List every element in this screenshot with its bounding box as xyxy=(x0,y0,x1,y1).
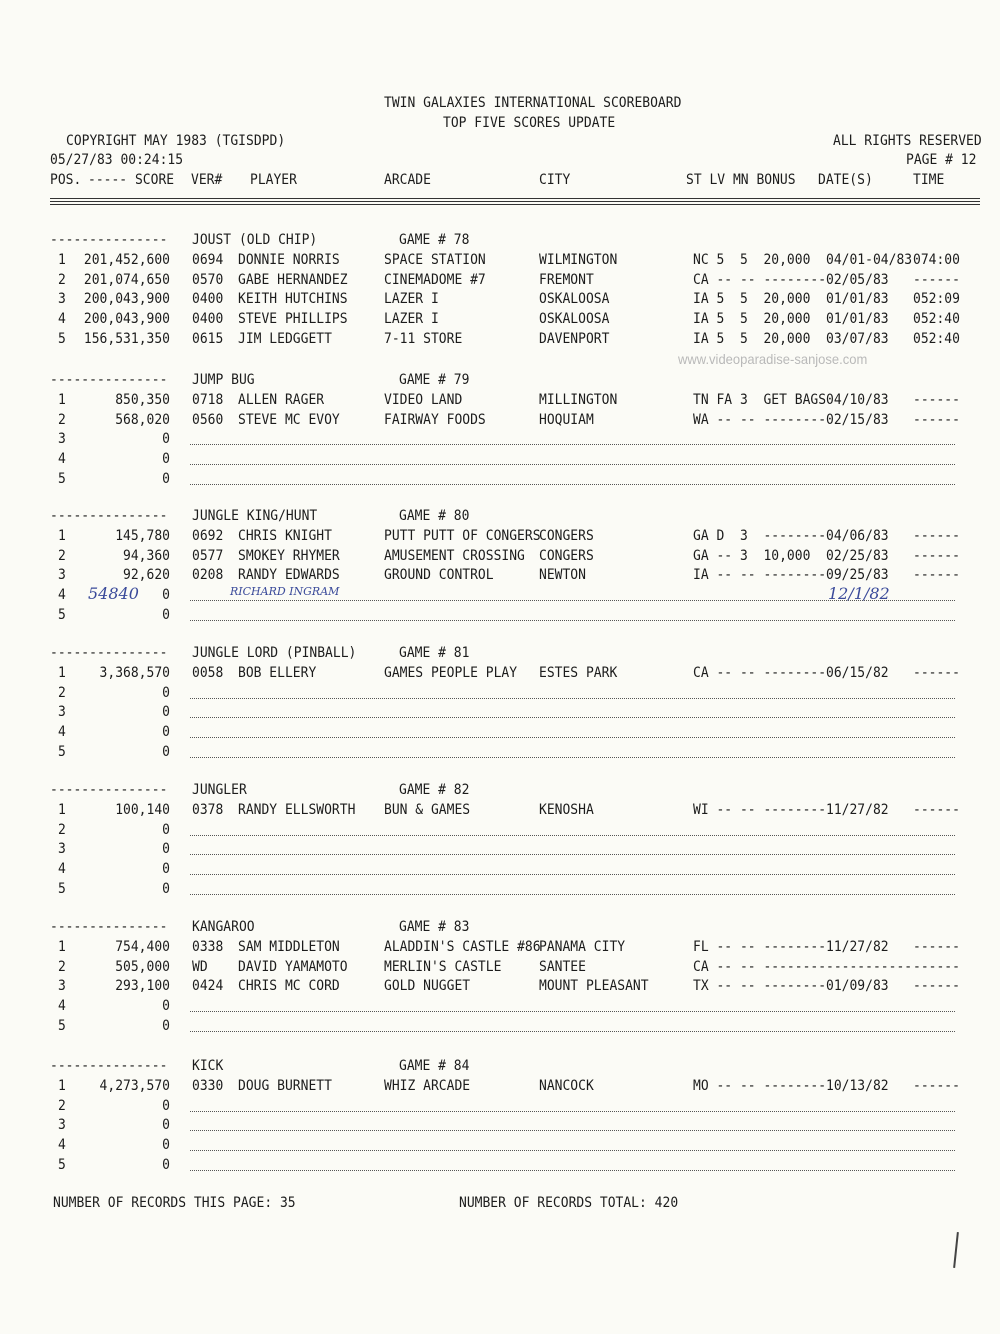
row-version: 0570 xyxy=(192,272,224,289)
row-score: 0 xyxy=(162,881,170,898)
row-time: 052:40 xyxy=(913,311,960,328)
row-city: MILLINGTON xyxy=(539,392,618,409)
empty-row-dots xyxy=(190,874,955,875)
records-total: NUMBER OF RECORDS TOTAL: 420 xyxy=(459,1195,679,1212)
game-name: JUNGLER xyxy=(192,782,247,799)
row-time: ------ xyxy=(913,959,960,976)
row-position: 4 xyxy=(58,1137,66,1154)
row-score: 754,400 xyxy=(115,939,170,956)
row-version: 0378 xyxy=(192,802,224,819)
row-arcade: VIDEO LAND xyxy=(384,392,463,409)
row-stats: IA 5 5 20,000 xyxy=(693,311,811,328)
row-score: 293,100 xyxy=(115,978,170,995)
row-player: DOUG BURNETT xyxy=(238,1078,332,1095)
row-score: 0 xyxy=(162,1137,170,1154)
row-score: 201,074,650 xyxy=(83,272,170,289)
row-position: 1 xyxy=(58,802,66,819)
row-player: BOB ELLERY xyxy=(238,665,317,682)
empty-row-dots xyxy=(190,757,955,758)
row-version: 0338 xyxy=(192,939,224,956)
row-score: 850,350 xyxy=(115,392,170,409)
row-date: 04/10/83 xyxy=(826,392,889,409)
row-version: 0577 xyxy=(192,548,224,565)
row-city: NEWTON xyxy=(539,567,586,584)
empty-row-dots xyxy=(190,1130,955,1131)
row-score: 0 xyxy=(162,861,170,878)
row-stats: CA -- -- -------- xyxy=(693,272,827,289)
row-score: 0 xyxy=(162,998,170,1015)
row-time: ------ xyxy=(913,567,960,584)
row-position: 4 xyxy=(58,587,66,604)
row-position: 4 xyxy=(58,998,66,1015)
row-player: KEITH HUTCHINS xyxy=(238,291,348,308)
row-version: 0400 xyxy=(192,311,224,328)
row-arcade: GAMES PEOPLE PLAY xyxy=(384,665,518,682)
row-stats: IA 5 5 20,000 xyxy=(693,331,811,348)
row-player: CHRIS KNIGHT xyxy=(238,528,332,545)
row-position: 3 xyxy=(58,431,66,448)
row-player: SMOKEY RHYMER xyxy=(238,548,340,565)
game-name: JUNGLE LORD (PINBALL) xyxy=(192,645,357,662)
col-st-lv-mn-bonus: ST LV MN BONUS xyxy=(686,172,796,189)
row-player: SAM MIDDLETON xyxy=(238,939,340,956)
row-position: 2 xyxy=(58,959,66,976)
row-position: 3 xyxy=(58,978,66,995)
row-position: 4 xyxy=(58,311,66,328)
row-version: 0208 xyxy=(192,567,224,584)
col-dates: DATE(S) xyxy=(818,172,873,189)
game-number: GAME # 79 xyxy=(399,372,470,389)
row-time: ------ xyxy=(913,412,960,429)
game-number: GAME # 80 xyxy=(399,508,470,525)
game-group-rule: --------------- xyxy=(50,919,168,936)
empty-row-dots xyxy=(190,854,955,855)
row-arcade: WHIZ ARCADE xyxy=(384,1078,471,1095)
row-score: 100,140 xyxy=(115,802,170,819)
handwritten-score: 54840 xyxy=(88,584,139,603)
row-city: OSKALOOSA xyxy=(539,311,610,328)
empty-row-dots xyxy=(190,620,955,621)
row-date: 02/25/83 xyxy=(826,548,889,565)
row-arcade: BUN & GAMES xyxy=(384,802,471,819)
row-position: 1 xyxy=(58,1078,66,1095)
rights-reserved: ALL RIGHTS RESERVED xyxy=(833,133,982,150)
page-number: PAGE # 12 xyxy=(906,152,977,169)
row-city: HOQUIAM xyxy=(539,412,594,429)
row-score: 568,020 xyxy=(115,412,170,429)
row-date: 01/01/83 xyxy=(826,311,889,328)
row-city: MOUNT PLEASANT xyxy=(539,978,649,995)
row-time: ------ xyxy=(913,548,960,565)
row-score: 0 xyxy=(162,1018,170,1035)
row-player: DAVID YAMAMOTO xyxy=(238,959,348,976)
row-arcade: GROUND CONTROL xyxy=(384,567,494,584)
row-position: 1 xyxy=(58,665,66,682)
game-group-rule: --------------- xyxy=(50,508,168,525)
row-position: 5 xyxy=(58,881,66,898)
row-score: 200,043,900 xyxy=(83,311,170,328)
handwritten-player: RICHARD INGRAM xyxy=(230,585,340,598)
empty-row-dots xyxy=(190,894,955,895)
row-score: 145,780 xyxy=(115,528,170,545)
row-position: 3 xyxy=(58,704,66,721)
row-score: 0 xyxy=(162,431,170,448)
row-position: 4 xyxy=(58,861,66,878)
row-player: RANDY ELLSWORTH xyxy=(238,802,356,819)
row-stats: WA -- -- -------- xyxy=(693,412,827,429)
row-version: 0560 xyxy=(192,412,224,429)
row-score: 201,452,600 xyxy=(83,252,170,269)
empty-row-dots xyxy=(190,464,955,465)
row-date: 10/13/82 xyxy=(826,1078,889,1095)
empty-row-dots xyxy=(190,1170,955,1171)
game-number: GAME # 82 xyxy=(399,782,470,799)
row-version: 0058 xyxy=(192,665,224,682)
row-date: 01/01/83 xyxy=(826,291,889,308)
row-time: ------ xyxy=(913,939,960,956)
row-time: ------ xyxy=(913,802,960,819)
game-group-rule: --------------- xyxy=(50,372,168,389)
row-version: 0718 xyxy=(192,392,224,409)
row-score: 92,620 xyxy=(123,567,170,584)
row-date: 02/05/83 xyxy=(826,272,889,289)
row-player: STEVE MC EVOY xyxy=(238,412,340,429)
row-arcade: LAZER I xyxy=(384,291,439,308)
empty-row-dots xyxy=(190,698,955,699)
report-timestamp: 05/27/83 00:24:15 xyxy=(50,152,184,169)
row-city: OSKALOOSA xyxy=(539,291,610,308)
row-score: 0 xyxy=(162,841,170,858)
game-name: JUNGLE KING/HUNT xyxy=(192,508,318,525)
game-name: KANGAROO xyxy=(192,919,255,936)
row-score: 94,360 xyxy=(123,548,170,565)
row-position: 3 xyxy=(58,1117,66,1134)
row-position: 3 xyxy=(58,567,66,584)
row-arcade: LAZER I xyxy=(384,311,439,328)
report-subtitle: TOP FIVE SCORES UPDATE xyxy=(443,115,616,132)
copyright-line: COPYRIGHT MAY 1983 (TGISDPD) xyxy=(66,133,286,150)
row-version: 0692 xyxy=(192,528,224,545)
row-score: 0 xyxy=(162,587,170,604)
records-this-page: NUMBER OF RECORDS THIS PAGE: 35 xyxy=(53,1195,296,1212)
row-position: 1 xyxy=(58,392,66,409)
empty-row-dots xyxy=(190,835,955,836)
row-stats: IA 5 5 20,000 xyxy=(693,291,811,308)
row-stats: GA -- 3 10,000 xyxy=(693,548,811,565)
empty-row-dots xyxy=(190,1011,955,1012)
col-ver: VER# xyxy=(191,172,223,189)
row-city: KENOSHA xyxy=(539,802,594,819)
row-position: 5 xyxy=(58,607,66,624)
row-player: CHRIS MC CORD xyxy=(238,978,340,995)
row-position: 2 xyxy=(58,685,66,702)
row-score: 200,043,900 xyxy=(83,291,170,308)
row-arcade: MERLIN'S CASTLE xyxy=(384,959,502,976)
row-stats: CA -- -- -------- xyxy=(693,959,827,976)
row-version: 0424 xyxy=(192,978,224,995)
row-score: 0 xyxy=(162,724,170,741)
row-time: ------ xyxy=(913,1078,960,1095)
row-stats: IA -- -- -------- xyxy=(693,567,827,584)
row-version: 0400 xyxy=(192,291,224,308)
row-time: ------ xyxy=(913,528,960,545)
row-city: NANCOCK xyxy=(539,1078,594,1095)
row-stats: TN FA 3 GET BAGS xyxy=(693,392,827,409)
row-arcade: PUTT PUTT OF CONGERS xyxy=(384,528,541,545)
row-time: ------ xyxy=(913,978,960,995)
row-arcade: GOLD NUGGET xyxy=(384,978,471,995)
row-city: SANTEE xyxy=(539,959,586,976)
row-city: CONGERS xyxy=(539,528,594,545)
row-version: 0615 xyxy=(192,331,224,348)
row-version: 0694 xyxy=(192,252,224,269)
row-stats: NC 5 5 20,000 xyxy=(693,252,811,269)
empty-row-dots xyxy=(190,1111,955,1112)
row-date: 06/15/82 xyxy=(826,665,889,682)
row-score: 505,000 xyxy=(115,959,170,976)
row-score: 0 xyxy=(162,822,170,839)
row-position: 4 xyxy=(58,724,66,741)
row-position: 1 xyxy=(58,528,66,545)
row-date: 02/15/83 xyxy=(826,412,889,429)
row-time: ------ xyxy=(913,272,960,289)
row-time: 052:09 xyxy=(913,291,960,308)
game-group-rule: --------------- xyxy=(50,1058,168,1075)
game-number: GAME # 83 xyxy=(399,919,470,936)
row-stats: MO -- -- -------- xyxy=(693,1078,827,1095)
row-score: 0 xyxy=(162,451,170,468)
row-position: 5 xyxy=(58,1018,66,1035)
stray-pen-mark xyxy=(953,1232,959,1268)
game-name: JUMP BUG xyxy=(192,372,255,389)
row-date: 04/01-04/83 xyxy=(826,252,913,269)
game-name: KICK xyxy=(192,1058,224,1075)
row-player: ALLEN RAGER xyxy=(238,392,325,409)
row-score: 3,368,570 xyxy=(99,665,170,682)
header-separator-2 xyxy=(50,201,980,202)
row-position: 3 xyxy=(58,291,66,308)
col-pos: POS. xyxy=(50,172,82,189)
col-score: ----- SCORE xyxy=(88,172,175,189)
game-group-rule: --------------- xyxy=(50,645,168,662)
row-position: 5 xyxy=(58,1157,66,1174)
row-arcade: 7-11 STORE xyxy=(384,331,463,348)
row-date: 03/07/83 xyxy=(826,331,889,348)
row-score: 156,531,350 xyxy=(83,331,170,348)
row-score: 0 xyxy=(162,1157,170,1174)
row-time: 074:00 xyxy=(913,252,960,269)
empty-row-dots xyxy=(190,717,955,718)
row-score: 0 xyxy=(162,1098,170,1115)
empty-row-dots xyxy=(190,737,955,738)
row-player: GABE HERNANDEZ xyxy=(238,272,348,289)
row-stats: WI -- -- -------- xyxy=(693,802,827,819)
row-city: DAVENPORT xyxy=(539,331,610,348)
watermark: www.videoparadise-sanjose.com xyxy=(678,351,868,368)
report-title: TWIN GALAXIES INTERNATIONAL SCOREBOARD xyxy=(384,95,682,112)
handwritten-date: 12/1/82 xyxy=(828,584,890,603)
row-city: FREMONT xyxy=(539,272,594,289)
empty-row-dots xyxy=(190,1150,955,1151)
row-version: 0330 xyxy=(192,1078,224,1095)
row-version: WD xyxy=(192,959,208,976)
empty-row-dots xyxy=(190,1031,955,1032)
row-position: 4 xyxy=(58,451,66,468)
row-stats: TX -- -- -------- xyxy=(693,978,827,995)
row-date: ----------- xyxy=(826,959,913,976)
row-position: 1 xyxy=(58,252,66,269)
row-score: 0 xyxy=(162,704,170,721)
row-time: 052:40 xyxy=(913,331,960,348)
row-position: 3 xyxy=(58,841,66,858)
col-player: PLAYER xyxy=(250,172,297,189)
col-time: TIME xyxy=(913,172,945,189)
header-separator-3 xyxy=(50,204,980,205)
row-city: ESTES PARK xyxy=(539,665,618,682)
row-score: 0 xyxy=(162,744,170,761)
row-position: 5 xyxy=(58,744,66,761)
empty-row-dots xyxy=(190,484,955,485)
empty-row-dots xyxy=(190,444,955,445)
row-score: 4,273,570 xyxy=(99,1078,170,1095)
row-stats: CA -- -- -------- xyxy=(693,665,827,682)
row-date: 04/06/83 xyxy=(826,528,889,545)
game-number: GAME # 81 xyxy=(399,645,470,662)
game-number: GAME # 78 xyxy=(399,232,470,249)
row-date: 01/09/83 xyxy=(826,978,889,995)
row-arcade: ALADDIN'S CASTLE #86 xyxy=(384,939,541,956)
row-arcade: SPACE STATION xyxy=(384,252,486,269)
row-score: 0 xyxy=(162,607,170,624)
row-player: STEVE PHILLIPS xyxy=(238,311,348,328)
row-position: 2 xyxy=(58,272,66,289)
row-player: JIM LEDGGETT xyxy=(238,331,332,348)
row-city: WILMINGTON xyxy=(539,252,618,269)
row-date: 11/27/82 xyxy=(826,939,889,956)
col-city: CITY xyxy=(539,172,571,189)
row-score: 0 xyxy=(162,1117,170,1134)
row-arcade: AMUSEMENT CROSSING xyxy=(384,548,525,565)
row-date: 09/25/83 xyxy=(826,567,889,584)
row-position: 2 xyxy=(58,822,66,839)
row-position: 2 xyxy=(58,412,66,429)
row-position: 5 xyxy=(58,471,66,488)
row-score: 0 xyxy=(162,471,170,488)
row-arcade: CINEMADOME #7 xyxy=(384,272,486,289)
game-number: GAME # 84 xyxy=(399,1058,470,1075)
row-arcade: FAIRWAY FOODS xyxy=(384,412,486,429)
row-position: 5 xyxy=(58,331,66,348)
row-stats: FL -- -- -------- xyxy=(693,939,827,956)
row-score: 0 xyxy=(162,685,170,702)
row-date: 11/27/82 xyxy=(826,802,889,819)
row-time: ------ xyxy=(913,392,960,409)
row-position: 2 xyxy=(58,1098,66,1115)
row-player: DONNIE NORRIS xyxy=(238,252,340,269)
header-separator xyxy=(50,198,980,199)
row-position: 2 xyxy=(58,548,66,565)
game-group-rule: --------------- xyxy=(50,782,168,799)
col-arcade: ARCADE xyxy=(384,172,431,189)
game-group-rule: --------------- xyxy=(50,232,168,249)
row-city: CONGERS xyxy=(539,548,594,565)
row-stats: GA D 3 -------- xyxy=(693,528,827,545)
row-city: PANAMA CITY xyxy=(539,939,626,956)
row-player: RANDY EDWARDS xyxy=(238,567,340,584)
row-time: ------ xyxy=(913,665,960,682)
game-name: JOUST (OLD CHIP) xyxy=(192,232,318,249)
row-position: 1 xyxy=(58,939,66,956)
